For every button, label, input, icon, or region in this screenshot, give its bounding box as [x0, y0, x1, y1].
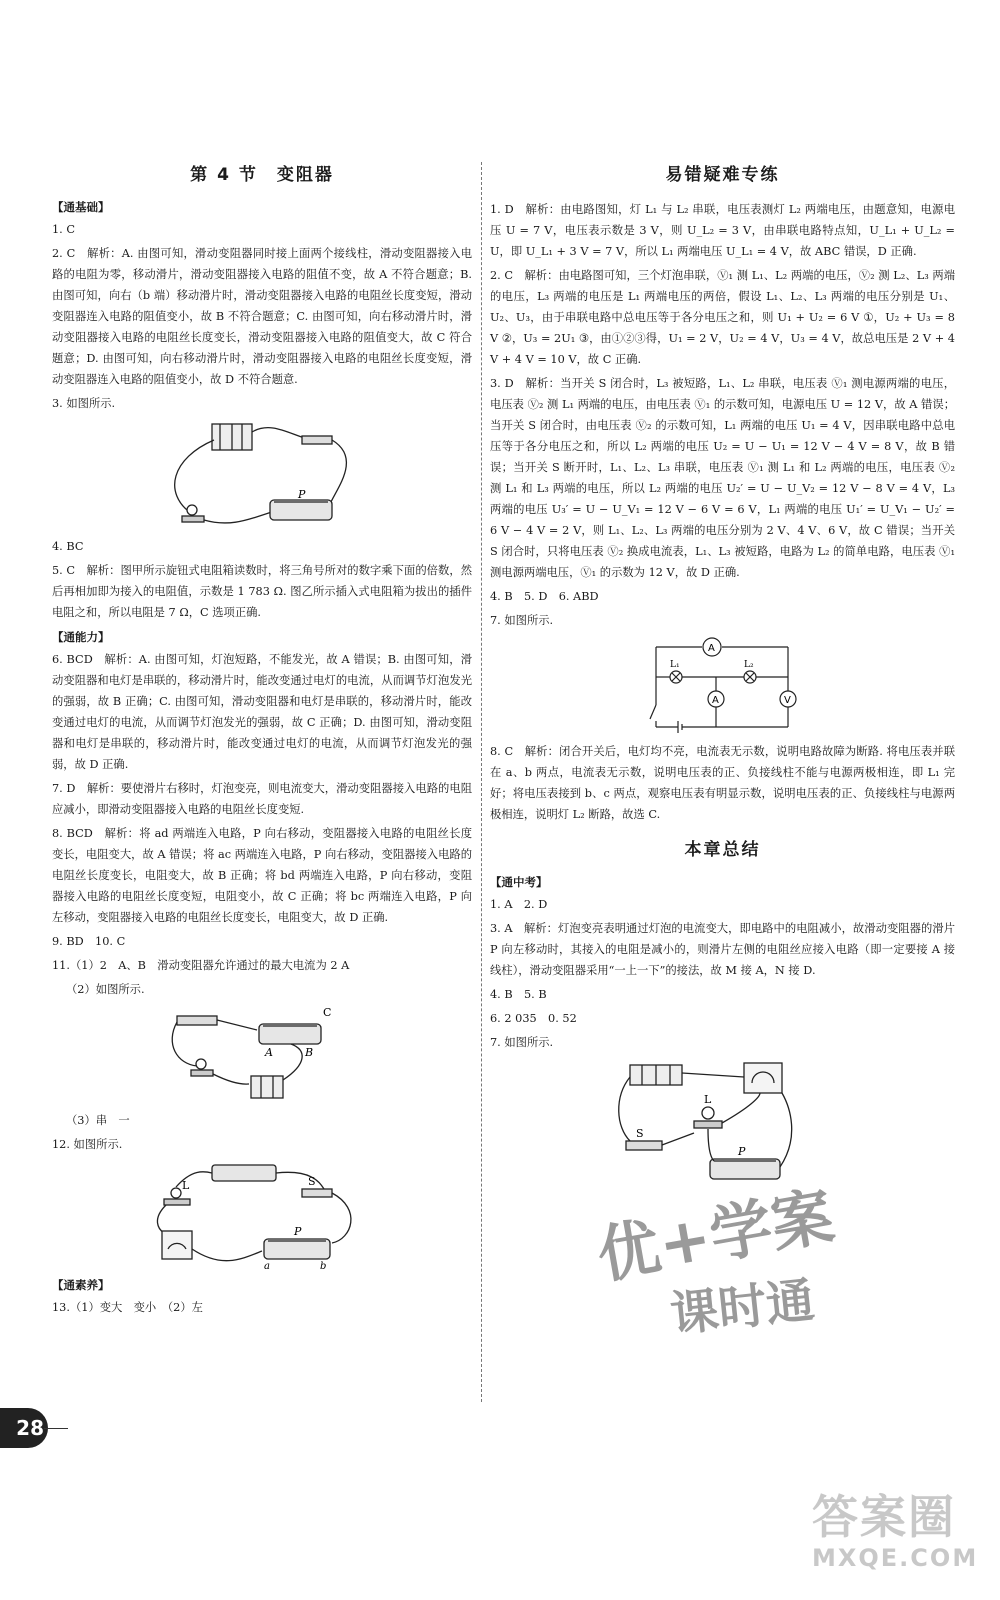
fig11-label-b: B [305, 1046, 314, 1059]
circuit-diagram-q7 [638, 635, 808, 735]
answer-13: 13.（1）变大 变小 （2）左 [52, 1301, 203, 1314]
answer-3: 3. 如图所示. [52, 397, 116, 410]
practice-answer-8: 8. C 解析：闭合开关后，电灯均不亮，电流表无示数，说明电路故障为断路. 将电压表并联在 a、b 两点，电流表无示数，说明电压表的正、负接线柱不能与电源两极相连，即 L₁ 完好；将电压表接到 b、c 两点，观察电压表有明显示数，说明电压表的正、负接线柱与电源两极相连，说明灯 L₂ 断路，故选 C. [490, 745, 955, 821]
section-tag-exam: 【 通中考 】 [490, 874, 955, 890]
answer-5: 5. C 解析：图甲所示旋钮式电阻箱读数时，将三角号所对的数字乘下面的倍数，然后再相加即为接入的电阻值，示数是 1 783 Ω. 图乙所示插入式电阻箱为拔出的插件电阻之和，所以电阻是 7 Ω，C 选项正确. [52, 564, 472, 619]
publisher-stamp-logo [590, 1175, 880, 1345]
s7-label-l: L [704, 1093, 712, 1106]
fig12-label-s: S [308, 1175, 316, 1188]
watermark-line2: MXQE.COM [812, 1544, 979, 1572]
watermark-line1: 答案圈 [812, 1490, 956, 1544]
summary-answer-4-5: 4. B 5. B [490, 988, 547, 1001]
section-tag-ability: 【 通能力 】 [52, 629, 472, 645]
fig7-label-l2: L₂ [743, 660, 754, 670]
page-number: 28 [0, 1408, 48, 1448]
fig7-label-l1: L₁ [669, 660, 680, 670]
answer-1: 1. C [52, 223, 76, 236]
fig12-label-a: a [264, 1261, 270, 1271]
answer-11-part3: （3）串 一 [66, 1114, 130, 1127]
right-column [490, 160, 955, 1193]
practice-answer-3: 3. D 解析：当开关 S 闭合时，L₃ 被短路，L₁、L₂ 串联，电压表 Ⓥ₁ 测电源两端的电压，电压表 Ⓥ₂ 测 L₁ 两端的电压，由电压表 Ⓥ₁ 的示数可知，电源电压 U = 12 V，故 A 错误；当开关 S 闭合时，由电压表 Ⓥ₂ 的示数可知，L₁ 两端的电压 U₁ = 4 V，因串联电路中总电压等于各分电压之和，所以 L₂ 两端的电压 U₂ = U − U₁ = 12 V − 4 V = 8 V，故 B 错误；当开关 S 断开时，L₁、L₂、L₃ 串联，电压表 Ⓥ₁ 测 L₁ 和 L₂ 两端的电压，电压表 Ⓥ₂ 测 L₁ 和 L₃ 两端的电压，所以 L₂ 两端的电压 U₂′ = U − U_V₂ = 12 V − 8 V = 4 V，L₃ 两端的电压 U₃′ = U − U_V₁ = 12 V − 6 V = 6 V，L₁ 两端的电压 U₁′ = U_V₁ − U₂′ = 6 V − 4 V = 2 V，则 L₁、L₂、L₃ 两端的电压分别为 2 V、4 V、6 V，故 C 错误；当开关 S 闭合时，只将电压表 Ⓥ₂ 换成电流表，L₁、L₃ 被短路，电路为 L₂ 的简单电路，电压表 Ⓥ₁ 测电源两端电压，Ⓥ₁ 的示数为 12 V，故 D 正确. [490, 377, 955, 579]
fig11-label-c: C [323, 1006, 332, 1019]
summary-answer-3: 3. A 解析：灯泡变亮表明通过灯泡的电流变大，即电路中的电阻减小，故滑动变阻器的滑片 P 向左移动时，其接入的电阻是减小的，则滑片左侧的电阻丝应接入电路（即一定要接 A 接线柱），滑动变阻器采用“一上一下”的接法，故 M 接 A，N 接 D. [490, 922, 955, 977]
answer-4: 4. BC [52, 540, 84, 553]
section-tag-basic: 【 通基础 】 [52, 199, 472, 215]
stamp-line1: 优+学案 [591, 1179, 839, 1293]
left-column [52, 160, 472, 1321]
practice-answer-2: 2. C 解析：由电路图可知，三个灯泡串联，Ⓥ₁ 测 L₁、L₂ 两端的电压，Ⓥ₂ 测 L₂、L₃ 两端的电压，L₃ 两端的电压是 L₁ 两端电压的两倍，假设 L₁、L₂、L₃ 两端的电压分别是 U₁、U₂、U₃，由于串联电路中总电压等于各分电压之和，则 U₁ + U₂ = 6 V ①，U₂ + U₃ = 8 V ②，U₃ = 2U₁ ③，由①②③得，U₁ = 2 V，U₂ = 4 V，U₃ = 4 V，故总电压是 2 V + 4 V + 4 V = 10 V，故 C 正确. [490, 269, 955, 366]
practice-answer-4-6: 4. B 5. D 6. ABD [490, 590, 599, 603]
answer-6: 6. BCD 解析：A. 由图可知，灯泡短路，不能发光，故 A 错误；B. 由图可知，滑动变阻器和电灯是串联的，移动滑片时，能改变通过电灯的电流，从而调节灯泡发光的强弱，故 B 正确；C. 由图可知，滑动变阻器和电灯是串联的，移动滑片时，能改变通过电灯的电流，从而调节灯泡发光的强弱，故 C 正确；D. 由图可知，滑动变阻器和电灯是串联的，移动滑片时，能改变通过电灯的电流，从而调节灯泡发光的强弱，故 D 正确. [52, 653, 472, 771]
answer-9-10: 9. BD 10. C [52, 935, 126, 948]
summary-answer-6: 6. 2 035 0. 52 [490, 1012, 577, 1025]
fig7-ammeter-top: A [707, 643, 715, 654]
summary-answer-7: 7. 如图所示. [490, 1036, 554, 1049]
answer-7: 7. D 解析：要使滑片右移时，灯泡变亮，则电流变大，滑动变阻器接入电路的电阻应减小，即滑动变阻器接入电路的电阻丝长度变短. [52, 782, 472, 816]
stamp-line2: 课时通 [667, 1272, 817, 1344]
fig7-ammeter-mid: A [711, 695, 719, 706]
answer-11-part2: （2）如图所示. [66, 983, 145, 996]
site-watermark [812, 1490, 987, 1590]
fig11-label-a: A [265, 1046, 273, 1059]
answer-2: 2. C 解析：A. 由图可知，滑动变阻器同时接上面两个接线柱，滑动变阻器接入电路的电阻为零，移动滑片，滑动变阻器接入电路的阻值不变，故 A 不符合题意；B. 由图可知，向右（b 端）移动滑片时，滑动变阻器接入电路的电阻丝长度变短，滑动变阻器连入电路的阻值变小，故 B 不符合题意；C. 由图可知，向右移动滑片时，滑动变阻器接入电路的电阻丝长度变长，滑动变阻器接入电路的阻值变大，故 C 符合题意；D. 由图可知，向右移动滑片时，滑动变阻器接入电路的电阻丝长度变短，滑动变阻器连入电路的阻值变小，故 D 不符合题意. [52, 247, 472, 386]
s7-label-s: S [636, 1127, 644, 1140]
answer-11-part1: 11.（1）2 A、B 滑动变阻器允许通过的最大电流为 2 A [52, 959, 350, 972]
fig7-voltmeter: V [783, 695, 791, 706]
s7-label-p: P [738, 1145, 746, 1158]
fig3-label-p: P [298, 488, 306, 501]
section-tag-literacy: 【 通素养 】 [52, 1277, 472, 1293]
page-number-rule [44, 1428, 68, 1429]
section-title: 第 4 节 变阻器 [190, 165, 334, 185]
practice-answer-1: 1. D 解析：由电路图知，灯 L₁ 与 L₂ 串联，电压表测灯 L₂ 两端电压，由题意知，电源电压 U = 7 V，电压表示数是 3 V，则 U_L₂ = 3 V，由串联电路特点知，U_L₁ + U_L₂ = U，即 U_L₁ + 3 V = 7 V，所以 L₁ 两端电压 U_L₁ = 4 V，故 ABC 错误，D 正确. [490, 203, 955, 258]
circuit-figure-q11 [167, 1004, 357, 1104]
column-divider [481, 162, 482, 1402]
chapter-summary-title: 本章总结 [684, 840, 761, 860]
circuit-figure-q3 [162, 418, 362, 530]
answer-12: 12. 如图所示. [52, 1138, 123, 1151]
fig12-label-l: L [182, 1179, 190, 1192]
practice-answer-7: 7. 如图所示. [490, 614, 554, 627]
circuit-figure-summary-q7 [610, 1057, 810, 1187]
circuit-figure-q12 [152, 1159, 372, 1271]
section-title-practice: 易错疑难专练 [665, 165, 780, 185]
summary-answer-1-2: 1. A 2. D [490, 898, 548, 911]
answer-8: 8. BCD 解析：将 ad 两端连入电路，P 向右移动，变阻器接入电路的电阻丝长度变长，电阻变大，故 A 错误；将 ac 两端连入电路，P 向右移动，变阻器接入电路的电阻丝长度变长，电阻变大，故 B 正确；将 bd 两端连入电路，P 向右移动，变阻器接入电路的电阻丝长度变短，电阻变小，故 C 正确；将 bc 两端连入电路，P 向左移动，变阻器接入电路的电阻丝长度变长，电阻变大，故 D 正确. [52, 827, 472, 924]
fig12-label-p: P [294, 1225, 302, 1238]
fig12-label-b: b [320, 1261, 327, 1271]
